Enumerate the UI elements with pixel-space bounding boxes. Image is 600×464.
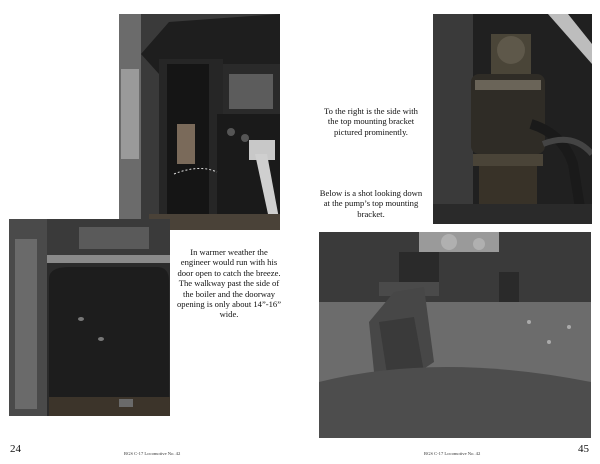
right-page-number: 45 [578, 443, 589, 455]
right-caption-top: To the right is the side with the top mounting bracket pictured prominently. [324, 106, 418, 137]
left-footer: RGS C-17 Locomotive No. 42 [124, 451, 181, 456]
photo-cab-door-open [119, 14, 280, 230]
photo-boiler-walkway [9, 219, 170, 416]
photo-pump-side-bracket [433, 14, 592, 224]
left-caption: In warmer weather the engineer would run with his door open to catch the breeze. The walkway past the side of the boiler and the doorway opening is only about 14”-16” wide. [176, 247, 282, 320]
photo-pump-top-bracket [319, 232, 591, 438]
left-page-number: 24 [10, 443, 21, 455]
right-caption-bottom: Below is a shot looking down at the pump’s top mounting bracket. [319, 188, 423, 219]
right-footer: RGS C-17 Locomotive No. 42 [424, 451, 481, 456]
